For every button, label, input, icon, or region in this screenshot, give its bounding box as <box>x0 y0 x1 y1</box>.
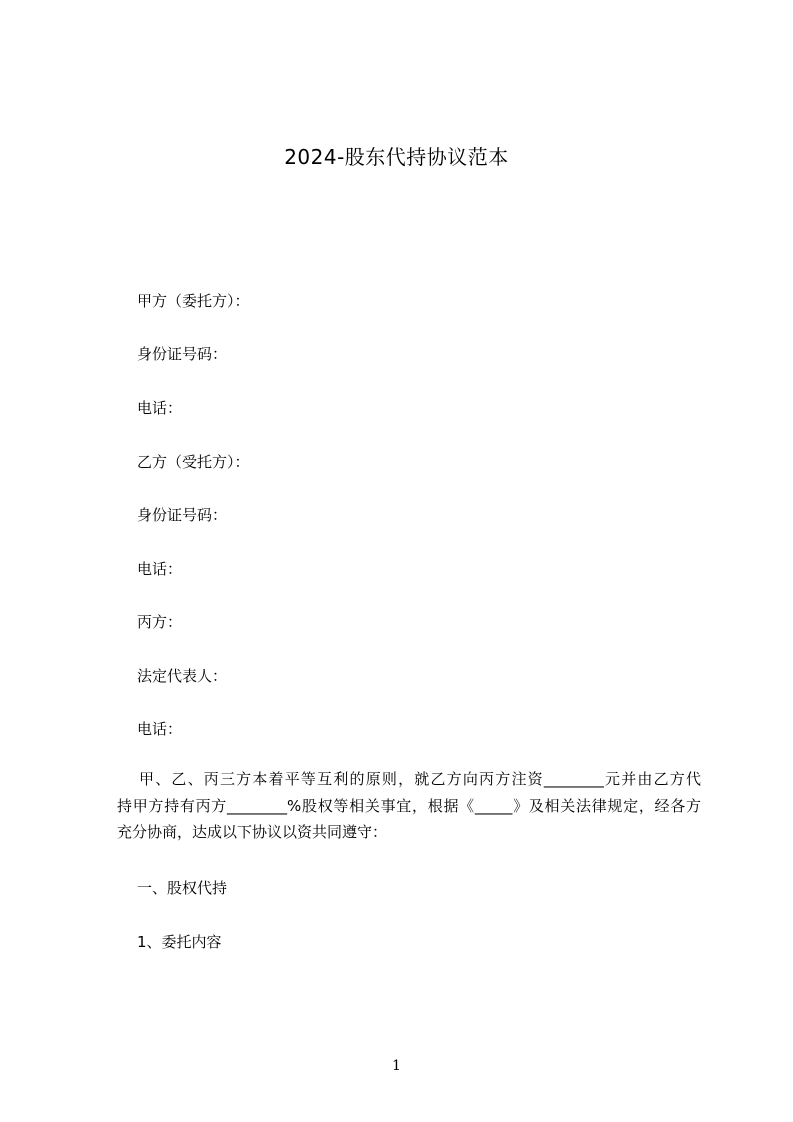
intro-paragraph <box>117 766 701 846</box>
party-a-id-label: 身份证号码： <box>137 345 228 363</box>
party-c-label: 丙方： <box>137 613 183 631</box>
intro-line: 充分协商，达成以下协议以资共同遵守： <box>117 823 388 841</box>
party-a-label: 甲方（委托方）： <box>137 292 250 310</box>
intro-line: 甲、乙、丙三方本着平等互利的原则，就乙方向丙方注资________元并由乙方代 <box>139 770 701 788</box>
party-c-phone-label: 电话： <box>137 720 183 738</box>
section-heading: 一、股权代持 <box>137 879 228 897</box>
party-a-phone-label: 电话： <box>137 399 183 417</box>
page-number: 1 <box>392 1058 401 1074</box>
party-b-phone-label: 电话： <box>137 560 183 578</box>
party-c-representative-label: 法定代表人： <box>137 667 228 685</box>
intro-line: 持甲方持有丙方________%股权等相关事宜，根据《_____》及相关法律规定，经各方 <box>117 796 701 815</box>
page-title: 2024-股东代持协议范本 <box>284 145 509 169</box>
party-b-id-label: 身份证号码： <box>137 506 228 524</box>
subsection-heading: 1、委托内容 <box>137 933 222 951</box>
party-b-label: 乙方（受托方）： <box>137 453 250 471</box>
